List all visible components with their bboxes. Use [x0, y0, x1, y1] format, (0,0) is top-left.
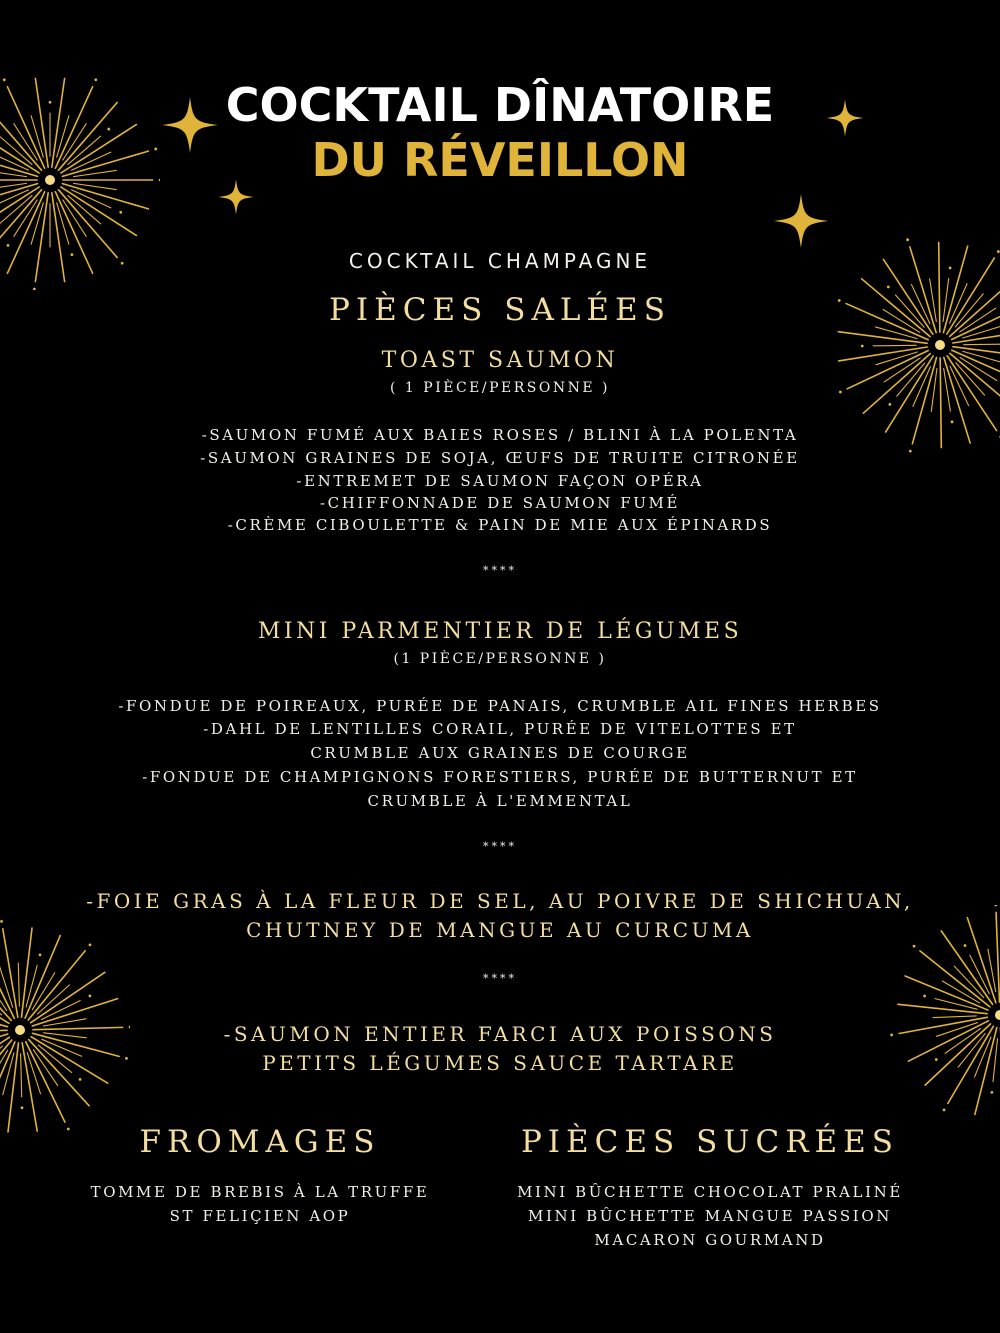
foie-gras-line: CHUTNEY DE MANGUE AU CURCUMA — [246, 918, 754, 942]
toast-item: -ENTREMET DE SAUMON FAÇON OPÉRA — [296, 472, 704, 490]
parmentier-item: CRUMBLE À L'EMMENTAL — [367, 792, 633, 810]
sparkle-star-icon — [772, 192, 830, 250]
foie-gras-line: -FOIE GRAS À LA FLEUR DE SEL, AU POIVRE DE SHICHUAN, — [86, 889, 914, 913]
sweets-heading: PIÈCES SUCRÉES — [520, 1124, 900, 1160]
separator: **** — [483, 972, 517, 985]
toast-item: -SAUMON FUMÉ AUX BAIES ROSES / BLINI À LA POLENTA — [201, 426, 799, 444]
saumon-entier-line: -SAUMON ENTIER FARCI AUX POISSONS — [223, 1022, 777, 1046]
menu-subtitle: DU RÉVEILLON — [311, 133, 689, 187]
toast-portion: ( 1 PIÈCE/PERSONNE ) — [390, 380, 610, 396]
parmentier-heading: MINI PARMENTIER DE LÉGUMES — [257, 619, 743, 644]
separator: **** — [483, 840, 517, 853]
parmentier-item: -DAHL DE LENTILLES CORAIL, PURÉE DE VITELOTTES ET — [203, 720, 797, 738]
cheese-item: TOMME DE BREBIS À LA TRUFFE — [90, 1183, 430, 1201]
toast-item: -CHIFFONNADE DE SAUMON FUMÉ — [319, 494, 681, 512]
parmentier-portion: (1 PIÈCE/PERSONNE ) — [393, 651, 607, 667]
cheese-section — [60, 1124, 460, 1228]
saumon-entier-line: PETITS LÉGUMES SAUCE TARTARE — [262, 1051, 738, 1075]
parmentier-item: -FONDUE DE POIREAUX, PURÉE DE PANAIS, CRUMBLE AIL FINES HERBES — [118, 697, 882, 715]
sweets-item: MACARON GOURMAND — [594, 1231, 826, 1249]
sweets-item: MINI BÛCHETTE MANGUE PASSION — [528, 1207, 892, 1225]
cheese-item: ST FELIÇIEN AOP — [169, 1207, 351, 1225]
sweets-item: MINI BÛCHETTE CHOCOLAT PRALINÉ — [517, 1183, 903, 1201]
toast-heading: TOAST SAUMON — [381, 348, 619, 373]
savory-heading: PIÈCES SALÉES — [329, 292, 671, 328]
cocktail-label: COCKTAIL CHAMPAGNE — [348, 249, 652, 273]
sweets-section — [480, 1124, 940, 1252]
separator: **** — [483, 564, 517, 577]
parmentier-item: -FONDUE DE CHAMPIGNONS FORESTIERS, PURÉE DE BUTTERNUT ET — [142, 768, 858, 786]
toast-item: -SAUMON GRAINES DE SOJA, ŒUFS DE TRUITE CITRONÉE — [200, 449, 800, 467]
parmentier-item: CRUMBLE AUX GRAINES DE COURGE — [310, 744, 690, 762]
toast-item: -CRÈME CIBOULETTE & PAIN DE MIE AUX ÉPINARDS — [227, 516, 773, 534]
cheese-heading: FROMAGES — [139, 1124, 381, 1160]
menu-title: COCKTAIL DÎNATOIRE — [225, 78, 775, 132]
